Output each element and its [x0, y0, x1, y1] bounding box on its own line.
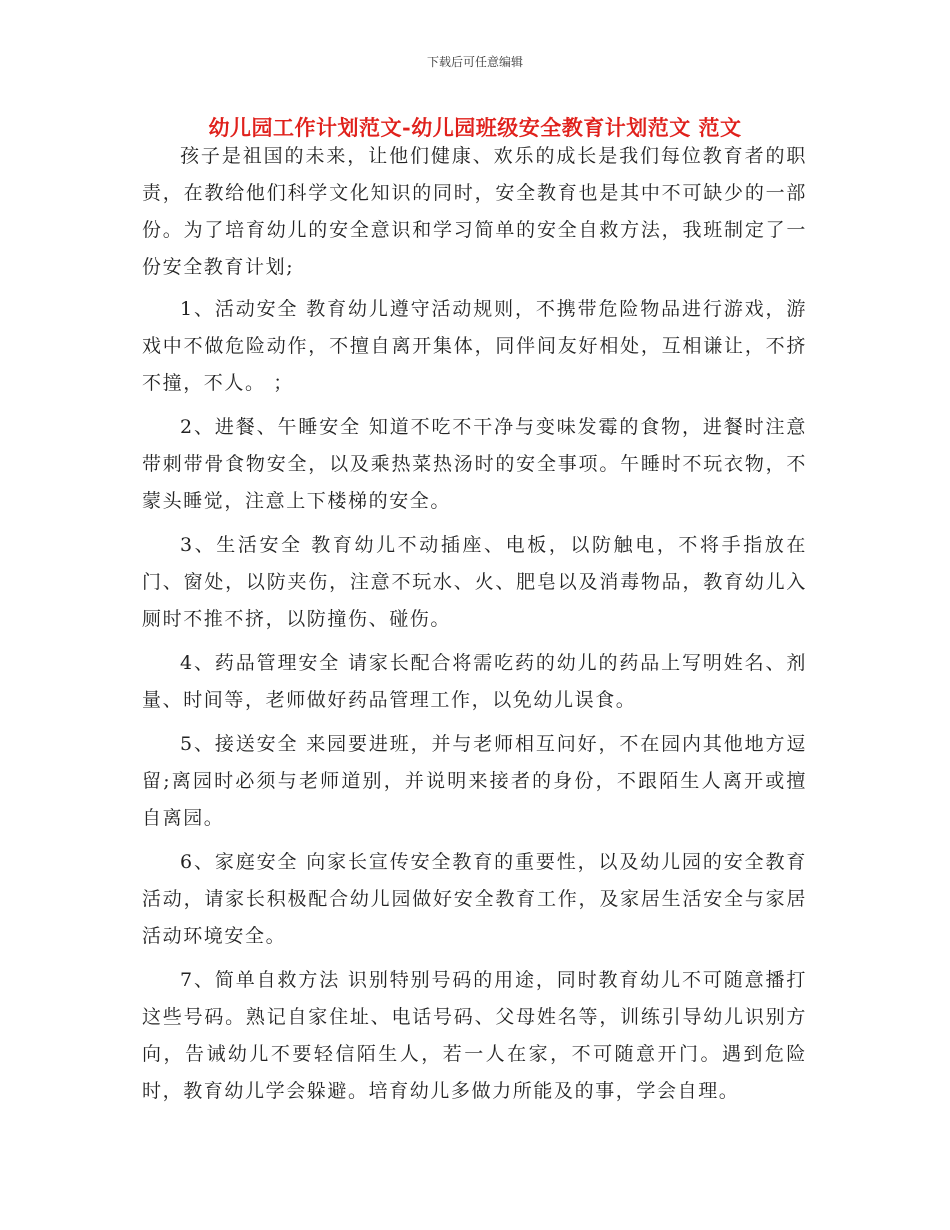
document-title: 幼儿园工作计划范文-幼儿园班级安全教育计划范文 范文	[208, 115, 742, 140]
document-body	[142, 138, 807, 1117]
item-paragraph-5: 5、接送安全 来园要进班，并与老师相互问好，不在园内其他地方逗留;离园时必须与老师道别，并说明来接者的身份，不跟陌生人离开或擅自离园。	[142, 733, 807, 829]
item-paragraph-2: 2、进餐、午睡安全 知道不吃不干净与变味发霉的食物，进餐时注意带刺带骨食物安全，以及乘热菜热汤时的安全事项。午睡时不玩衣物，不蒙头睡觉，注意上下楼梯的安全。	[142, 416, 807, 512]
intro-paragraph: 孩子是祖国的未来，让他们健康、欢乐的成长是我们每位教育者的职责，在教给他们科学文化知识的同时，安全教育也是其中不可缺少的一部份。为了培育幼儿的安全意识和学习简单的安全自救方法，我班制定了一份安全教育计划;	[142, 145, 807, 278]
item-paragraph-1: 1、活动安全 教育幼儿遵守活动规则，不携带危险物品进行游戏，游戏中不做危险动作，不擅自离开集体，同伴间友好相处，互相谦让，不挤不撞，不人。 ；	[142, 298, 807, 394]
item-paragraph-3: 3、生活安全 教育幼儿不动插座、电板，以防触电，不将手指放在门、窗处，以防夹伤，注意不玩水、火、肥皂以及消毒物品，教育幼儿入厕时不推不挤，以防撞伤、碰伤。	[142, 534, 807, 630]
item-paragraph-6: 6、家庭安全 向家长宣传安全教育的重要性，以及幼儿园的安全教育活动，请家长积极配合幼儿园做好安全教育工作，及家居生活安全与家居活动环境安全。	[142, 851, 807, 947]
item-paragraph-7: 7、简单自救方法 识别特别号码的用途，同时教育幼儿不可随意播打这些号码。熟记自家住址、电话号码、父母姓名等，训练引导幼儿识别方向，告诫幼儿不要轻信陌生人，若一人在家，不可随意开门。遇到危险时，教育幼儿学会躲避。培育幼儿多做力所能及的事，学会自理。	[142, 969, 807, 1102]
item-paragraph-4: 4、药品管理安全 请家长配合将需吃药的幼儿的药品上写明姓名、剂量、时间等，老师做好药品管理工作，以免幼儿误食。	[142, 652, 807, 711]
header-note: 下载后可任意编辑	[426, 55, 523, 69]
